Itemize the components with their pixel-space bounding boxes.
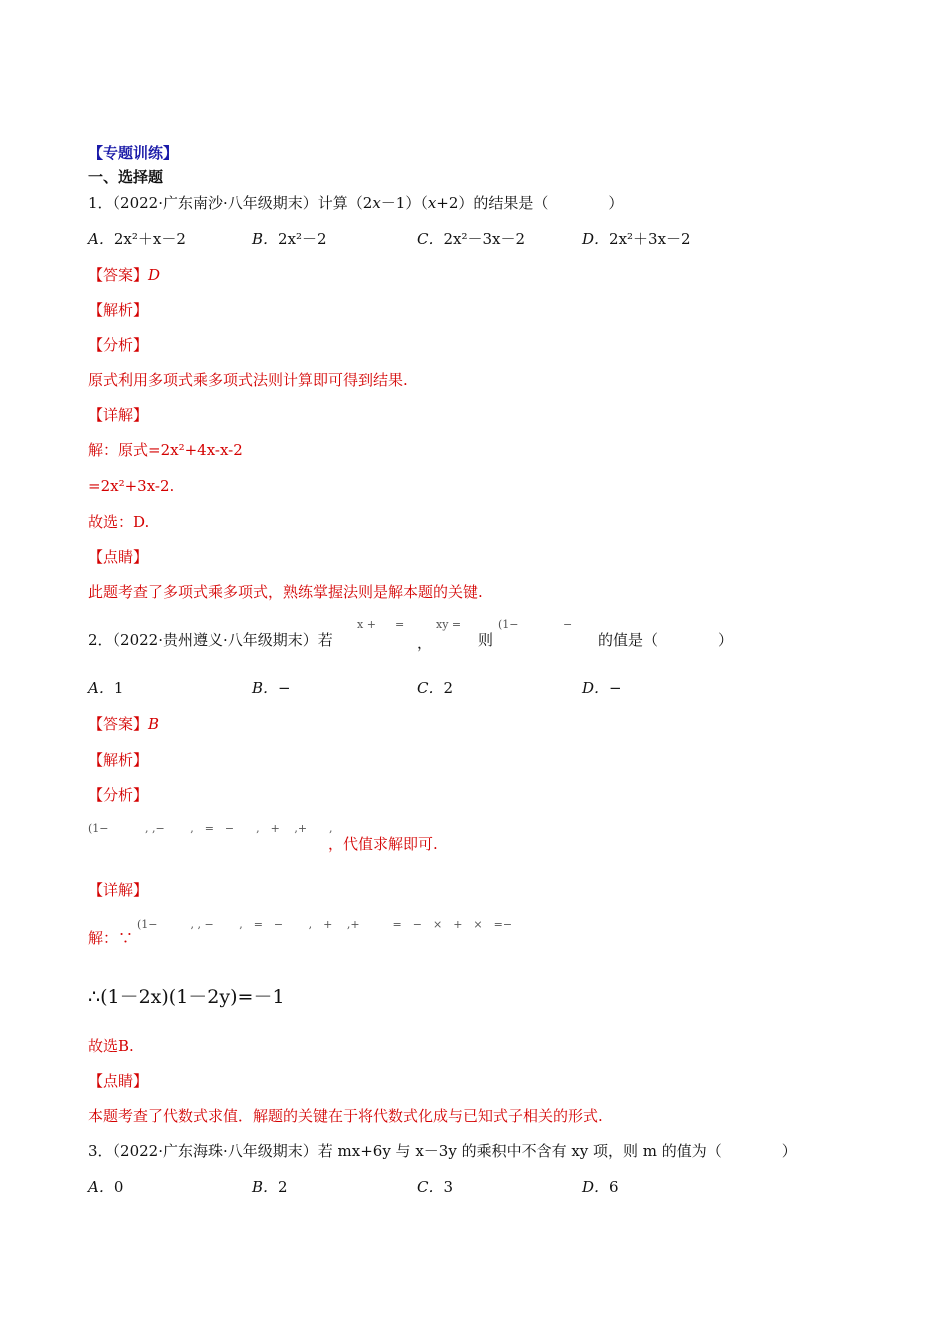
q2-xiangjie: 【详解】	[88, 881, 149, 899]
q3-option-a-label: A．	[88, 1178, 114, 1196]
part-title: 一、选择题	[88, 168, 164, 186]
q2-fenxi-text: ，代值求解即可.	[328, 835, 438, 853]
q1-jiexi: 【解析】	[88, 301, 149, 319]
q2-jiexi: 【解析】	[88, 751, 149, 769]
q2-option-d-value: −	[609, 679, 622, 697]
q1-dianjing-text: 此题考查了多项式乘多项式，熟练掌握法则是解本题的关键.	[88, 583, 483, 601]
q2-option-b-value: −	[278, 679, 291, 697]
q1-solution-line2: =2x²+3x-2.	[88, 477, 175, 495]
q2-answer	[88, 714, 159, 734]
q1-fenxi-text: 原式利用多项式乘多项式法则计算即可得到结果.	[88, 371, 408, 389]
q1-option-c	[417, 229, 525, 249]
q2-jie-formula: (1− , , − , = − , + ,+ = − × + × =−	[137, 918, 513, 931]
q3-option-d	[582, 1177, 619, 1197]
q1-option-c-value: 2x²－3x－2	[443, 230, 526, 248]
q2-frag-minus: −	[563, 618, 573, 631]
q1-stem-mid2: +2）的结果是（ ）	[436, 194, 624, 212]
q1-option-a	[88, 229, 186, 249]
q2-option-a	[88, 678, 123, 698]
q3-option-c-label: C．	[417, 1178, 444, 1196]
q1-answer-value: D	[148, 266, 161, 284]
q2-option-d-label: D．	[582, 679, 610, 697]
q2-frag-xy: xy =	[436, 618, 462, 631]
q2-option-c-label: C．	[417, 679, 444, 697]
q2-option-d	[582, 678, 622, 698]
q1-stem-mid1: －1）（	[380, 194, 428, 212]
q1-stem-prefix: 1．（2022·广东南沙·八年级期末）计算（2	[88, 194, 373, 212]
q1-stem: 1．（2022·广东南沙·八年级期末）计算（2x－1）（x+2）的结果是（ ）	[88, 194, 624, 212]
q2-fenxi: 【分析】	[88, 786, 149, 804]
q2-comma: ，	[417, 634, 433, 652]
q2-jie-prefix: 解：∵	[88, 929, 134, 947]
q1-option-d-value: 2x²＋3x－2	[609, 230, 691, 248]
q1-option-b	[252, 229, 327, 249]
q2-option-c	[417, 678, 453, 698]
q1-answer	[88, 265, 160, 285]
q1-fenxi: 【分析】	[88, 336, 149, 354]
q1-guxuan: 故选：D.	[88, 513, 150, 531]
q2-frag-paren: (1−	[498, 618, 519, 631]
q1-xiangjie: 【详解】	[88, 406, 149, 424]
section-heading: 【专题训练】	[88, 144, 179, 162]
q2-therefore-line: ∴(1－2x)(1－2y)=－1	[88, 986, 285, 1008]
q2-dianjing-text: 本题考查了代数式求值．解题的关键在于将代数式化成与已知式子相关的形式.	[88, 1107, 603, 1125]
q2-frag-eq: =	[395, 618, 405, 631]
q3-option-b-value: 2	[278, 1178, 288, 1196]
q2-option-b	[252, 678, 291, 698]
q2-ze: 则	[478, 631, 494, 649]
q2-answer-label: 【答案】	[88, 715, 149, 733]
q2-frag-xplus: x +	[357, 618, 376, 631]
q1-option-a-label: A．	[88, 230, 114, 248]
q2-option-b-label: B．	[252, 679, 279, 697]
q2-dianjing: 【点睛】	[88, 1072, 149, 1090]
q2-stem-suffix: 的值是（ ）	[598, 631, 734, 649]
q3-option-c	[417, 1177, 453, 1197]
q2-option-a-label: A．	[88, 679, 114, 697]
q2-guxuan: 故选B.	[88, 1037, 134, 1055]
q3-option-a	[88, 1177, 123, 1197]
q1-answer-label: 【答案】	[88, 266, 149, 284]
q2-answer-value: B	[148, 715, 160, 733]
q1-option-b-label: B．	[252, 230, 279, 248]
q1-option-a-value: 2x²＋x－2	[113, 230, 186, 248]
q2-stem-prefix: 2．（2022·贵州遵义·八年级期末）若	[88, 631, 333, 649]
q3-option-a-value: 0	[113, 1178, 124, 1196]
q3-option-b	[252, 1177, 288, 1197]
q1-option-c-label: C．	[417, 230, 444, 248]
q3-option-c-value: 3	[443, 1178, 454, 1196]
q1-option-b-value: 2x²－2	[278, 230, 327, 248]
q1-dianjing: 【点睛】	[88, 548, 149, 566]
q3-option-d-value: 6	[609, 1178, 619, 1196]
q2-option-c-value: 2	[443, 679, 454, 697]
q3-stem: 3．（2022·广东海珠·八年级期末）若 mx+6y 与 x－3y 的乘积中不含有 xy 项，则 m 的值为（ ）	[88, 1142, 797, 1160]
q1-solution-line1: 解：原式=2x²+4x-x-2	[88, 441, 243, 459]
q1-option-d	[582, 229, 691, 249]
q2-fenxi-formula: (1− , ,− , = − , + ,+ ,	[88, 822, 333, 835]
q3-option-b-label: B．	[252, 1178, 279, 1196]
q1-option-d-label: D．	[582, 230, 610, 248]
q2-option-a-value: 1	[113, 679, 124, 697]
q3-option-d-label: D．	[582, 1178, 610, 1196]
